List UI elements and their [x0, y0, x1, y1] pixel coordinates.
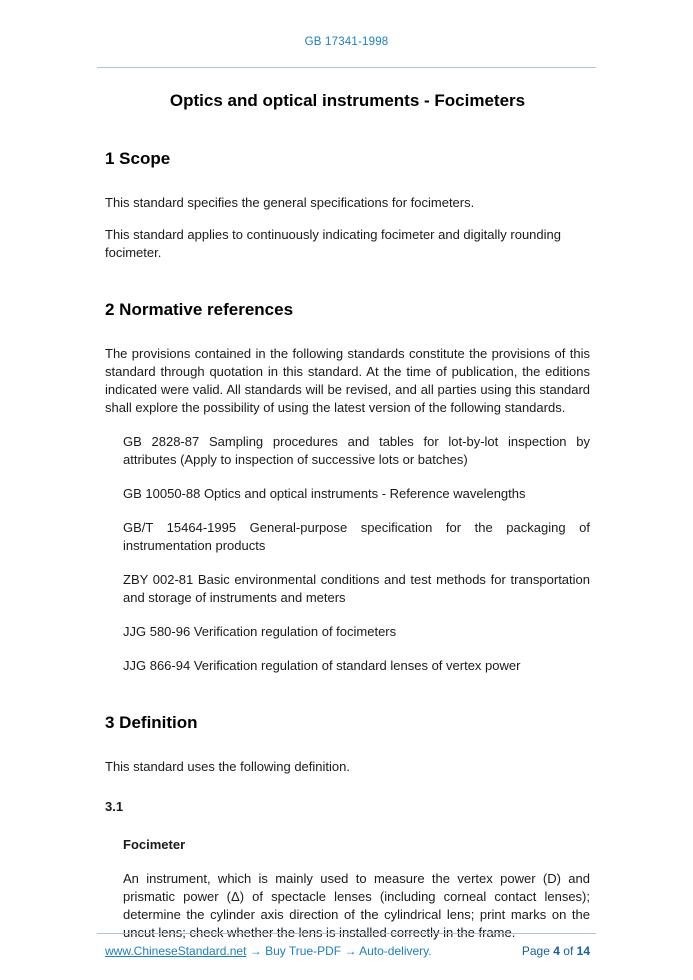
of-label: of [563, 944, 574, 958]
term-definition: An instrument, which is mainly used to measure the vertex power (D) and prismatic power (Δ) of spectacle lenses (including corneal contact lenses); determine the cylinder axis direction of the cylindrical lens; print marks on the uncut lens; check whether the lens is installed correctly in the frame. [123, 871, 590, 940]
paragraph-scope-1: This standard specifies the general specifications for focimeters. [105, 195, 475, 210]
paragraph-normative-intro: The provisions contained in the following standards constitute the provisions of this standard through quotation in this standard. At the time of publication, the editions indicated were valid. All standards will be revised, and all parties using this standard shall explore the possibility of using the latest version of the following standards. [105, 346, 590, 415]
reference-item: JJG 866-94 Verification regulation of standard lenses of vertex power [123, 658, 521, 673]
section-heading-normative-references: 2 Normative references [105, 300, 294, 319]
doc-number: GB 17341-1998 [304, 36, 389, 48]
document-header [0, 0, 693, 68]
page-current: 4 [553, 944, 560, 958]
website-link[interactable]: www.ChineseStandard.net [105, 944, 247, 958]
document-title: Optics and optical instruments - Focimeters [169, 91, 526, 110]
page-indicator [522, 944, 590, 958]
reference-item: ZBY 002-81 Basic environmental conditions and test methods for transportation and storage of instruments and meters [123, 572, 590, 605]
page-total: 14 [576, 944, 590, 958]
document-content [0, 91, 693, 942]
reference-item: GB 10050-88 Optics and optical instruments - Reference wavelengths [123, 486, 526, 501]
reference-item: GB/T 15464-1995 General-purpose specification for the packaging of instrumentation products [123, 520, 590, 553]
footer-left [105, 944, 432, 958]
term-heading: Focimeter [123, 837, 186, 852]
section-heading-definition: 3 Definition [105, 713, 198, 732]
reference-item: GB 2828-87 Sampling procedures and tables for lot-by-lot inspection by attributes (Apply to inspection of successive lots or batches) [123, 434, 590, 467]
page-label: Page [521, 944, 550, 958]
clause-number: 3.1 [105, 799, 124, 814]
paragraph-scope-2: This standard applies to continuously indicating focimeter and digitally rounding focimeter. [105, 227, 561, 260]
section-heading-scope: 1 Scope [105, 149, 171, 168]
footer-tagline: → Buy True-PDF → Auto-delivery. [249, 944, 432, 958]
reference-item: JJG 580-96 Verification regulation of focimeters [123, 624, 397, 639]
header-divider [97, 67, 596, 68]
document-footer [97, 933, 596, 958]
paragraph-definition-intro: This standard uses the following definition. [105, 759, 350, 774]
